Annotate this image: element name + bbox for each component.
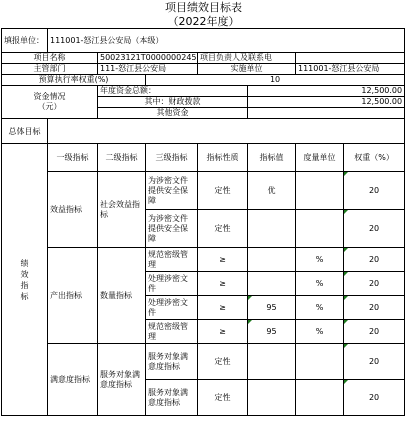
project-owner-value[interactable] [296, 53, 405, 64]
overall-goal-text: 总体目标 [8, 126, 41, 136]
unit-cell[interactable]: % [296, 248, 344, 272]
nature-cell[interactable]: ≥ [198, 248, 248, 272]
page-subtitle: （2022年度） [167, 15, 240, 28]
level1-cell[interactable]: 满意度指标 [48, 344, 98, 416]
nature-cell[interactable]: 定性 [198, 380, 248, 416]
nature-cell[interactable]: 定性 [198, 172, 248, 210]
header-level3: 三级指标 [146, 144, 198, 172]
table-row [2, 172, 405, 210]
level3-cell[interactable]: 处理涉密文件 [146, 272, 198, 296]
level3-cell[interactable]: 规范密级管理 [146, 248, 198, 272]
funds-label-line2: （元） [37, 102, 62, 111]
level3-cell[interactable]: 规范密级管理 [146, 320, 198, 344]
level2-cell[interactable]: 社会效益指标 [98, 172, 146, 248]
project-name-label: 项目名称 [2, 53, 98, 64]
other-funds-label: 其他资金 [98, 108, 248, 119]
unit-cell[interactable] [296, 172, 344, 210]
unit-cell[interactable]: % [296, 296, 344, 320]
weight-cell[interactable]: 20 [344, 296, 405, 320]
table-row [2, 344, 405, 380]
nature-cell[interactable]: 定性 [198, 344, 248, 380]
dept-value[interactable]: 111-怒江县公安局 [98, 64, 198, 75]
nature-cell[interactable]: 定性 [198, 210, 248, 248]
impl-unit-value[interactable]: 111001-怒江县公安局 [296, 64, 405, 75]
annual-total-value[interactable]: 12,500.00 [248, 86, 405, 97]
value-cell[interactable] [248, 248, 296, 272]
level3-cell[interactable]: 服务对象满意度指标 [146, 344, 198, 380]
value-cell[interactable]: 优 [248, 172, 296, 210]
nature-cell[interactable]: ≥ [198, 272, 248, 296]
funds-label-line1: 资金情况 [33, 92, 66, 101]
impl-unit-label: 实施单位 [198, 64, 296, 75]
project-owner-label: 项目负责人及联系电 [198, 53, 296, 64]
fiscal-funds-value[interactable]: 12,500.00 [248, 97, 405, 108]
weight-cell[interactable]: 20 [344, 272, 405, 296]
unit-cell[interactable] [296, 210, 344, 248]
other-funds-value[interactable] [248, 108, 405, 119]
level3-cell[interactable]: 为涉密文件提供安全保障 [146, 172, 198, 210]
unit-cell[interactable]: % [296, 320, 344, 344]
unit-cell[interactable]: % [296, 272, 344, 296]
header-weight: 权重（%） [344, 144, 405, 172]
level2-cell[interactable]: 数量指标 [98, 248, 146, 344]
unit-cell[interactable] [296, 344, 344, 380]
weight-cell[interactable]: 20 [344, 172, 405, 210]
project-name-value[interactable]: 50023121T0000000245 [98, 53, 198, 64]
unit-cell[interactable] [296, 380, 344, 416]
weight-cell[interactable]: 20 [344, 210, 405, 248]
header-value: 指标值 [248, 144, 296, 172]
level3-cell[interactable]: 为涉密文件提供安全保障 [146, 210, 198, 248]
header-level1: 一级指标 [48, 144, 98, 172]
level1-cell[interactable]: 效益指标 [48, 172, 98, 248]
nature-cell[interactable]: ≥ [198, 320, 248, 344]
weight-cell[interactable]: 20 [344, 344, 405, 380]
performance-table [1, 28, 405, 416]
dept-label: 主管部门 [2, 64, 98, 75]
funds-label [2, 86, 98, 119]
value-cell[interactable] [248, 272, 296, 296]
nature-cell[interactable]: ≥ [198, 296, 248, 320]
level1-cell[interactable]: 产出指标 [48, 248, 98, 344]
fiscal-funds-label: 其中：财政拨款 [98, 97, 248, 108]
perf-indicator-text: 绩效指标 [20, 258, 29, 301]
value-cell[interactable] [248, 344, 296, 380]
value-cell[interactable]: 95 [248, 320, 296, 344]
value-cell[interactable]: 95 [248, 296, 296, 320]
overall-goal-value[interactable] [48, 119, 405, 144]
level2-cell[interactable]: 服务对象满意度指标 [98, 344, 146, 416]
value-cell[interactable] [248, 380, 296, 416]
header-nature: 指标性质 [198, 144, 248, 172]
perf-indicator-label [2, 144, 48, 416]
budget-weight-value[interactable]: 10 [146, 75, 405, 86]
fill-unit-label: 填报单位： [2, 29, 48, 53]
weight-cell[interactable]: 20 [344, 248, 405, 272]
annual-total-label: 年度资金总额： [98, 86, 248, 97]
overall-goal-label [2, 119, 48, 144]
level3-cell[interactable]: 服务对象满意度指标 [146, 380, 198, 416]
budget-weight-label: 预算执行率权重(%) [2, 75, 146, 86]
table-row [2, 248, 405, 272]
header-level2: 二级指标 [98, 144, 146, 172]
header-unit: 度量单位 [296, 144, 344, 172]
fill-unit-value[interactable]: 111001-怒江县公安局（本级） [48, 29, 405, 53]
page-title: 项目绩效目标表 [165, 1, 242, 14]
value-cell[interactable] [248, 210, 296, 248]
weight-cell[interactable]: 20 [344, 380, 405, 416]
weight-cell[interactable]: 20 [344, 320, 405, 344]
level3-cell[interactable]: 处理涉密文件 [146, 296, 198, 320]
